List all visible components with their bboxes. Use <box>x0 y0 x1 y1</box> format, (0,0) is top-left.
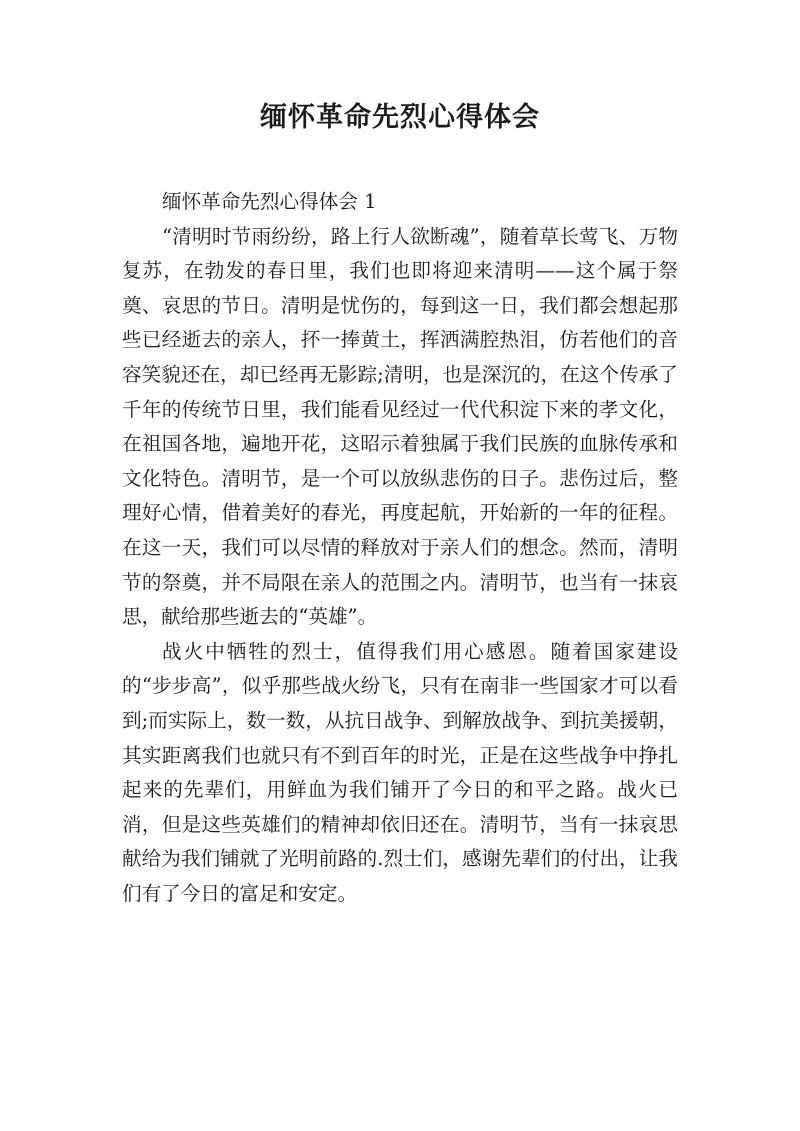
section-heading: 缅怀革命先烈心得体会 1 <box>162 190 377 213</box>
paragraph-2: 战火中牺牲的烈士，值得我们用心感恩。随着国家建设的“步步高”，似乎那些战火纷飞，只有在南非一些国家才可以看到;而实际上，数一数，从抗日战争、到解放战争、到抗美援朝，其实距离我们也就只有不到百年的时光，正是在这些战争中挣扎起来的先辈们，用鲜血为我们铺开了今日的和平之路。战火已消，但是这些英雄们的精神却依旧还在。清明节，当有一抹哀思献给为我们铺就了光明前路的.烈士们，感谢先辈们的付出，让我们有了今日的富足和安定。 <box>122 639 678 905</box>
document-body <box>122 185 678 911</box>
paragraph-1: “清明时节雨纷纷，路上行人欲断魂”，随着草长莺飞、万物复苏，在勃发的春日里，我们也即将迎来清明——这个属于祭奠、哀思的节日。清明是忧伤的，每到这一日，我们都会想起那些已经逝去的亲人，抔一捧黄土，挥洒满腔热泪，仿若他们的音容笑貌还在，却已经再无影踪;清明，也是深沉的，在这个传承了千年的传统节日里，我们能看见经过一代代积淀下来的孝文化，在祖国各地，遍地开花，这昭示着独属于我们民族的血脉传承和文化特色。清明节，是一个可以放纵悲伤的日子。悲伤过后，整理好心情，借着美好的春光，再度起航，开始新的一年的征程。在这一天，我们可以尽情的释放对于亲人们的想念。然而，清明节的祭奠，并不局限在亲人的范围之内。清明节，也当有一抹哀思，献给那些逝去的“英雄”。 <box>122 224 678 629</box>
document-title: 缅怀革命先烈心得体会 <box>260 102 540 133</box>
